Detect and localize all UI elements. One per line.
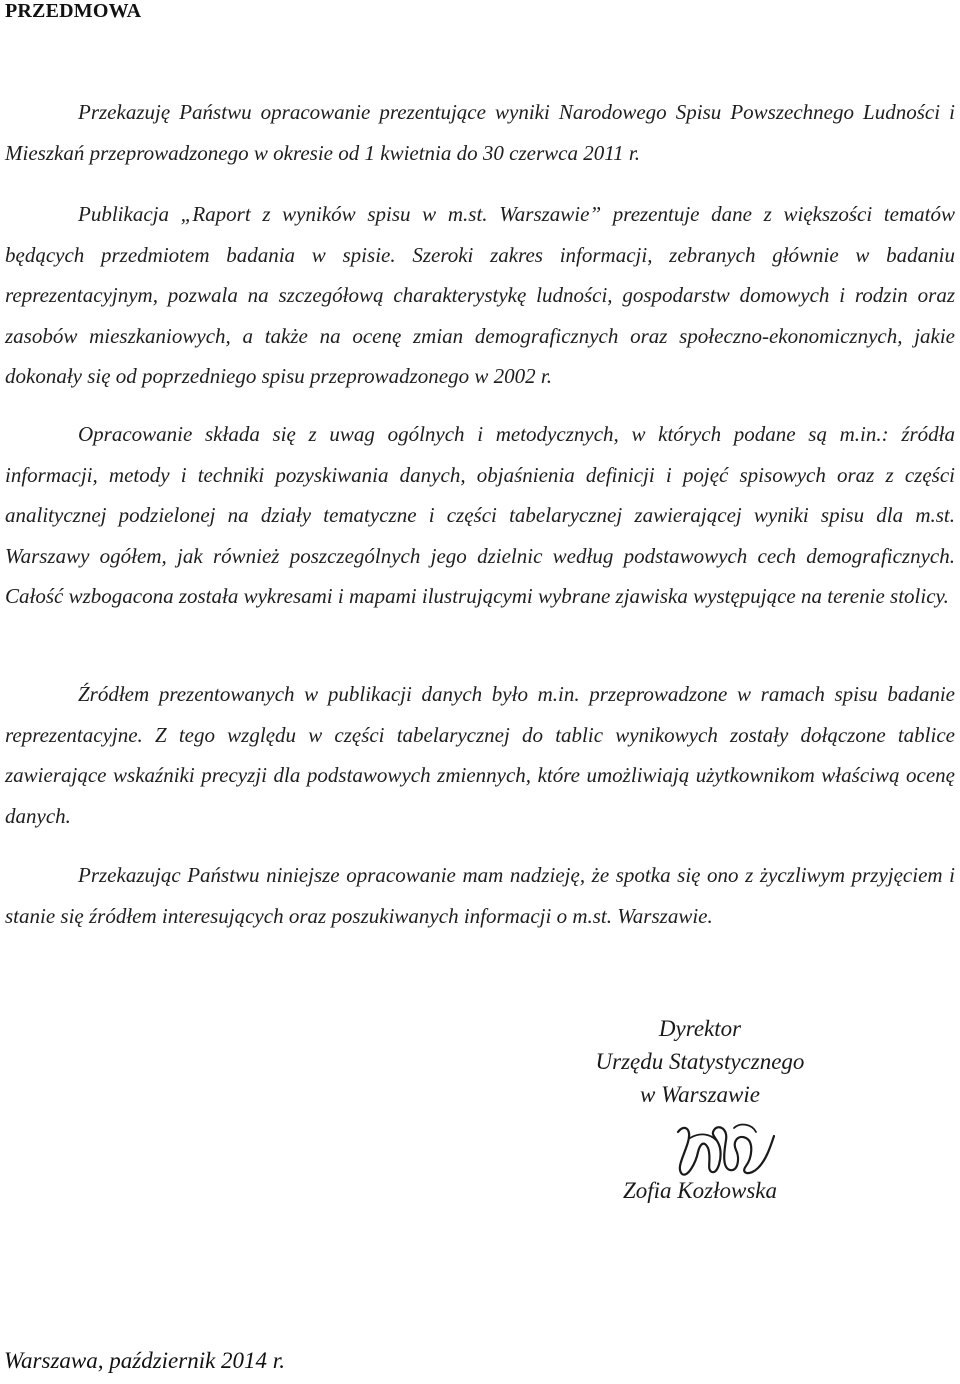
paragraph-publication: [5, 194, 955, 397]
signature-title-director: Dyrektor: [658, 1016, 742, 1041]
paragraph-structure-text: Opracowanie składa się z uwag ogólnych i metodycznych, w których podane są m.in.: źródła informacji, metody i techniki pozyskiwania danych, objaśnienia definicji i pojęć spisowych oraz z części analitycznej podzielonej na działy tematyczne i części tabelarycznej zawierającej wyniki spisu dla m.st. Warszawy ogółem, jak również poszczególnych jego dzielnic według podstawowych cech demograficznych. Całość wzbogacona została wykresami i mapami ilustrującymi wybrane zjawiska występujące na terenie stolicy.: [5, 422, 955, 608]
paragraph-source-text: Źródłem prezentowanych w publikacji danych było m.in. przeprowadzone w ramach spisu badanie reprezentacyjne. Z tego względu w części tabelarycznej do tablic wynikowych zostały dołączone tablice zawierające wskaźniki precyzji dla podstawowych zmiennych, które umożliwiają użytkownikom właściwą ocenę danych.: [5, 682, 955, 828]
signature-title-office: Urzędu Statystycznego: [595, 1049, 805, 1074]
signer-name: Zofia Kozłowska: [622, 1178, 777, 1203]
paragraph-closing: [5, 855, 955, 936]
paragraph-closing-text: Przekazując Państwu niniejsze opracowanie mam nadzieję, że spotka się ono z życzliwym przyjęciem i stanie się źródłem interesujących oraz poszukiwanych informacji o m.st. Warszawie.: [5, 863, 955, 928]
paragraph-publication-text: Publikacja „Raport z wyników spisu w m.st. Warszawie” prezentuje dane z większości tematów będących przedmiotem badania w spisie. Szeroki zakres informacji, zebranych głównie w badaniu reprezentacyjnym, pozwala na szczegółową charakterystykę ludności, gospodarstw domowych i rodzin oraz zasobów mieszkaniowych, a także na ocenę zmian demograficznych oraz społeczno-ekonomicznych, jakie dokonały się od poprzedniego spisu przeprowadzonego w 2002 r.: [5, 202, 955, 388]
paragraph-intro: [5, 92, 955, 173]
paragraph-intro-text: Przekazuję Państwu opracowanie prezentujące wyniki Narodowego Spisu Powszechnego Ludności i Mieszkań przeprowadzonego w okresie od 1 kwietnia do 30 czerwca 2011 r.: [5, 100, 955, 165]
place-and-date: Warszawa, październik 2014 r.: [4, 1348, 285, 1373]
signature-title-block: [560, 1012, 840, 1111]
page-heading: PRZEDMOWA: [5, 0, 142, 22]
paragraph-source: [5, 674, 955, 836]
signature-title-city: w Warszawie: [640, 1082, 760, 1107]
paragraph-structure: [5, 414, 955, 617]
